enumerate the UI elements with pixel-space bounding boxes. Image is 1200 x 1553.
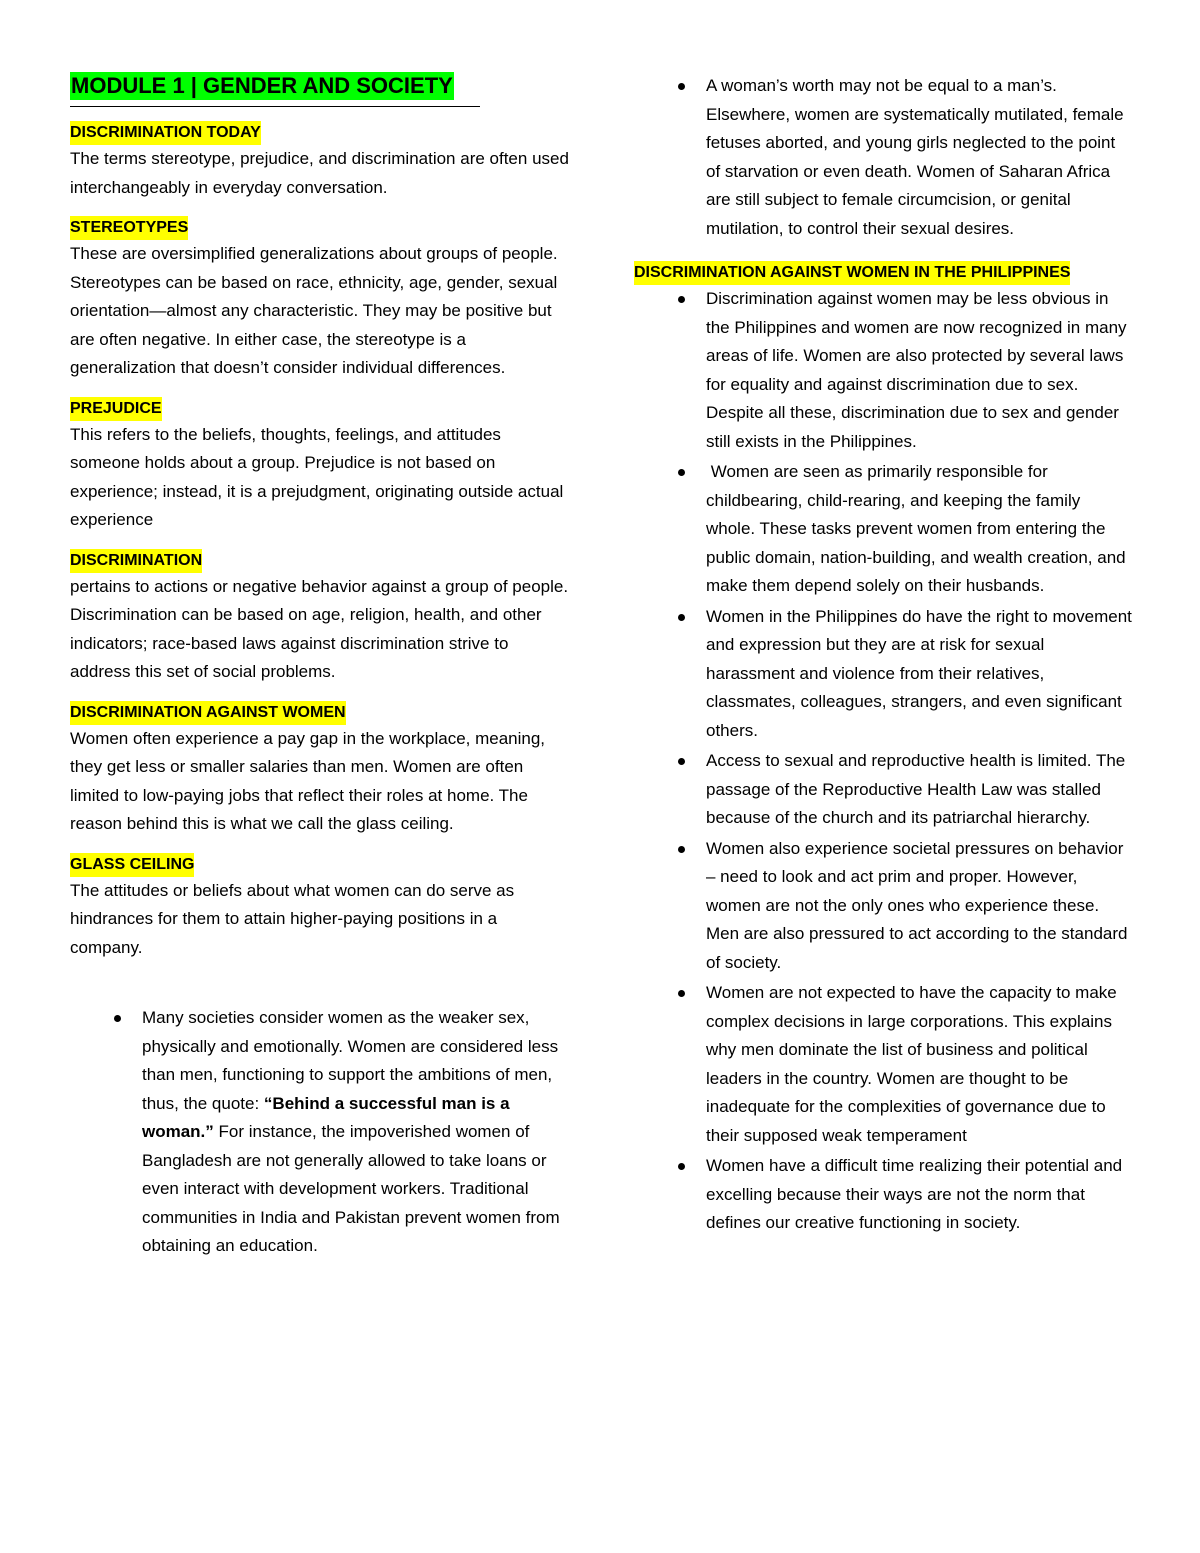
bullet-text: Women are seen as primarily responsible for childbearing, child-rearing, and keeping the family whole. These tasks prevent women from entering the public domain, nation-building, and wealth creation, and make them depend solely on their husbands. [706,462,1131,595]
bullet-dot-icon [678,990,685,997]
bullet-dot-icon [678,614,685,621]
section-stereotypes [70,216,570,383]
page-title: MODULE 1 | GENDER AND SOCIETY [71,73,453,98]
section-glass-ceiling [70,853,570,963]
section-text: pertains to actions or negative behavior against a group of people. Discrimination can be based on age, religion, health, and other indicators; race-based laws against discrimination strive to address this set of social problems. [70,576,569,681]
bullet-dot-icon [678,758,685,765]
left-column [70,72,570,1263]
bullet-list [70,1004,570,1261]
bullet-dot-icon [114,1015,121,1022]
bullet-text: Women in the Philippines do have the right to movement and expression but they are at risk for sexual harassment and violence from their relatives, classmates, colleagues, strangers, and even significant others. [706,606,1132,740]
spacer [70,976,570,1004]
section-heading: PREJUDICE [70,397,162,421]
list-item [634,72,1134,243]
list-item [634,458,1134,601]
list-item [634,285,1134,456]
right-column [634,72,1134,1240]
quote-text: “Behind a successful man is a woman.” [142,1093,510,1141]
philippines-bullet-list [634,285,1134,1238]
section-discrimination [70,549,570,687]
title-rule [70,72,480,107]
section-heading: DISCRIMINATION AGAINST WOMEN IN THE PHILIPPINES [634,261,1070,285]
bullet-text: Women also experience societal pressures on behavior – need to look and act prim and proper. However, women are not the only ones who experience these. Men are also pressured to act according to the standard of society. [706,838,1128,972]
list-item [634,603,1134,746]
list-item [634,1152,1134,1238]
section-text: These are oversimplified generalizations about groups of people. Stereotypes can be based on race, ethnicity, age, gender, sexual orientation—almost any characteristic. They may be positive but are often negative. In either case, the stereotype is a generalization that doesn’t consider individual differences. [70,244,558,377]
bullet-text: Many societies consider women as the weaker sex, physically and emotionally. Women are considered less than men, functioning to support the ambitions of men, thus, the quote: [142,1008,559,1113]
section-text: Women often experience a pay gap in the workplace, meaning, they get less or smaller salaries than men. Women are often limited to low-paying jobs that reflect their roles at home. The reason behind this is what we call the glass ceiling. [70,728,546,833]
section-discrimination-today [70,121,570,202]
bullet-text: Women have a difficult time realizing their potential and excelling because their ways are not the norm that defines our creative functioning in society. [706,1156,1123,1232]
list-item [634,747,1134,833]
section-prejudice [70,397,570,535]
list-item [70,1004,570,1261]
section-heading: DISCRIMINATION AGAINST WOMEN [70,701,346,725]
section-heading: DISCRIMINATION TODAY [70,121,261,145]
spacer [634,245,1134,261]
section-heading: DISCRIMINATION [70,549,202,573]
bullet-text: A woman’s worth may not be equal to a man’s. Elsewhere, women are systematically mutilated, female fetuses aborted, and young girls neglected to the point of starvation or even death. Women of Saharan Africa are still subject to female circumcision, or genital mutilation, to control their sexual desires. [706,76,1124,238]
section-heading: GLASS CEILING [70,853,194,877]
bullet-dot-icon [678,1163,685,1170]
bullet-dot-icon [678,296,685,303]
bullet-dot-icon [678,469,685,476]
bullet-text: Women are not expected to have the capacity to make complex decisions in large corporations. This explains why men dominate the list of business and political leaders in the country. Women are thought to be inadequate for the complexities of governance due to their supposed weak temperament [706,983,1117,1145]
bullet-list [634,72,1134,243]
bullet-text: Access to sexual and reproductive health is limited. The passage of the Reproductive Health Law was stalled because of the church and its patriarchal hierarchy. [706,751,1126,827]
section-discrimination-against-women [70,701,570,839]
section-text: This refers to the beliefs, thoughts, feelings, and attitudes someone holds about a group. Prejudice is not based on experience; instead, it is a prejudgment, originating outside actual experience [70,424,564,529]
bullet-dot-icon [678,846,685,853]
list-item [634,979,1134,1150]
list-item [634,835,1134,978]
bullet-dot-icon [678,83,685,90]
bullet-text: For instance, the impoverished women of Bangladesh are not generally allowed to take loans or even interact with development workers. Traditional communities in India and Pakistan prevent women from obtaining an education. [142,1122,560,1255]
section-text: The attitudes or beliefs about what women can do serve as hindrances for them to attain higher-paying positions in a company. [70,880,515,957]
section-text: The terms stereotype, prejudice, and discrimination are often used interchangeably in everyday conversation. [70,149,569,197]
bullet-text: Discrimination against women may be less obvious in the Philippines and women are now recognized in many areas of life. Women are also protected by several laws for equality and against discrimination due to sex. Despite all these, discrimination due to sex and gender still exists in the Philippines. [706,289,1127,451]
section-heading: STEREOTYPES [70,216,188,240]
